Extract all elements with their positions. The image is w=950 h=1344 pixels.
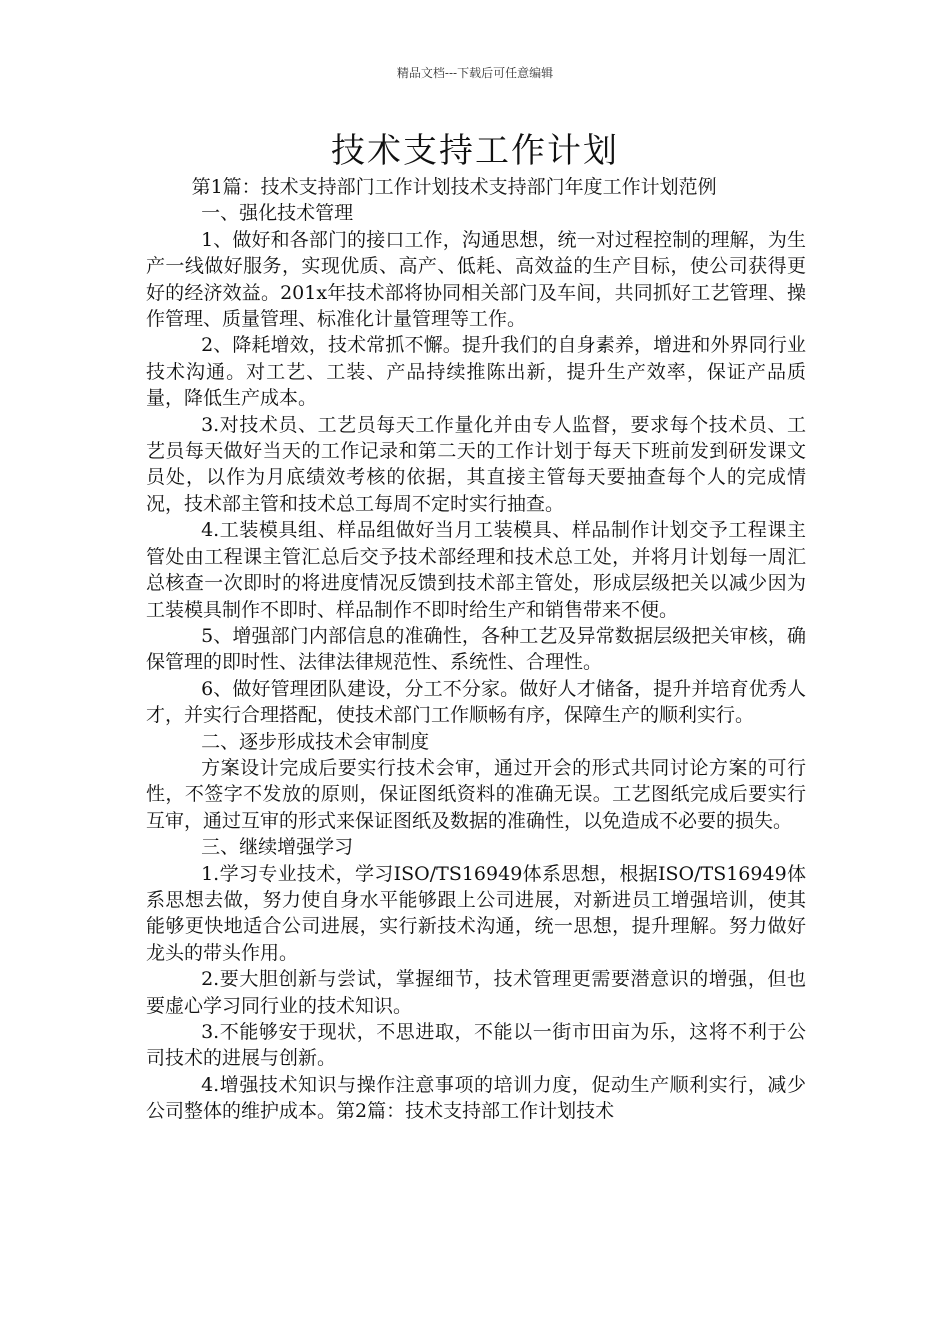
paragraph-10: 2.要大胆创新与尝试，掌握细节，技术管理更需要潜意识的增强，但也要虚心学习同行业的技术知识。 (146, 968, 806, 1017)
paragraph-3: 2、降耗增效，技术常抓不懈。提升我们的自身素养，增进和外界同行业技术沟通。对工艺、工装、产品持续推陈出新，提升生产效率，保证产品质量，降低生产成本。 (146, 334, 806, 410)
section-heading-2: 二、逐步形成技术会审制度 (201, 730, 430, 753)
paragraph-9: 1.学习专业技术，学习ISO/TS16949体系思想，根据ISO/TS16949体系思想去做，努力使自身水平能够跟上公司进展，对新进员工增强培训，使其能够更快地适合公司进展，实行新技术沟通，统一思想，提升理解。努力做好龙头的带头作用。 (146, 862, 806, 964)
paragraph-5: 4.工装模具组、样品组做好当月工装模具、样品制作计划交予工程课主管处由工程课主管汇总后交予技术部经理和技术总工处，并将月计划每一周汇总核查一次即时的将进度情况反馈到技术部主管处，形成层级把关以减少因为工装模具制作不即时、样品制作不即时给生产和销售带来不便。 (146, 519, 806, 621)
document-body (146, 174, 806, 1125)
paragraph-6: 5、增强部门内部信息的准确性，各种工艺及异常数据层级把关审核，确保管理的即时性、法律法律规范性、系统性、合理性。 (146, 624, 806, 674)
paragraph-7: 6、做好管理团队建设，分工不分家。做好人才储备，提升并培育优秀人才，并实行合理搭配，使技术部门工作顺畅有序，保障生产的顺利实行。 (146, 677, 806, 727)
paragraph-1: 第1篇：技术支持部门工作计划技术支持部门年度工作计划范例 (191, 176, 717, 198)
paragraph-8: 方案设计完成后要实行技术会审，通过开会的形式共同讨论方案的可行性，不签字不发放的原则，保证图纸资料的准确无误。工艺图纸完成后要实行互审，通过互审的形式来保证图纸及数据的准确性，以免造成不必要的损失。 (146, 756, 806, 832)
document-title: 技术支持工作计划 (331, 131, 619, 171)
paragraph-12: 4.增强技术知识与操作注意事项的培训力度，促动生产顺利实行，减少公司整体的维护成本。第2篇：技术支持部工作计划技术 (146, 1073, 806, 1123)
paragraph-4: 3.对技术员、工艺员每天工作量化并由专人监督，要求每个技术员、工艺员每天做好当天的工作记录和第二天的工作计划于每天下班前发到研发课文员处，以作为月底绩效考核的依据，其直接主管每天要抽查每个人的完成情况，技术部主管和技术总工每周不定时实行抽查。 (146, 413, 806, 515)
section-heading-3: 三、继续增强学习 (201, 836, 354, 859)
header-note: 精品文档---下载后可任意编辑 (396, 66, 554, 80)
paragraph-11: 3.不能够安于现状，不思进取，不能以一街市田亩为乐，这将不利于公司技术的进展与创新。 (146, 1021, 806, 1070)
paragraph-2: 1、做好和各部门的接口工作，沟通思想，统一对过程控制的理解，为生产一线做好服务，实现优质、高产、低耗、高效益的生产目标，使公司获得更好的经济效益。201x年技术部将协同相关部门及车间，共同抓好工艺管理、操作管理、质量管理、标准化计量管理等工作。 (146, 228, 806, 331)
section-heading-1: 一、强化技术管理 (201, 202, 354, 225)
